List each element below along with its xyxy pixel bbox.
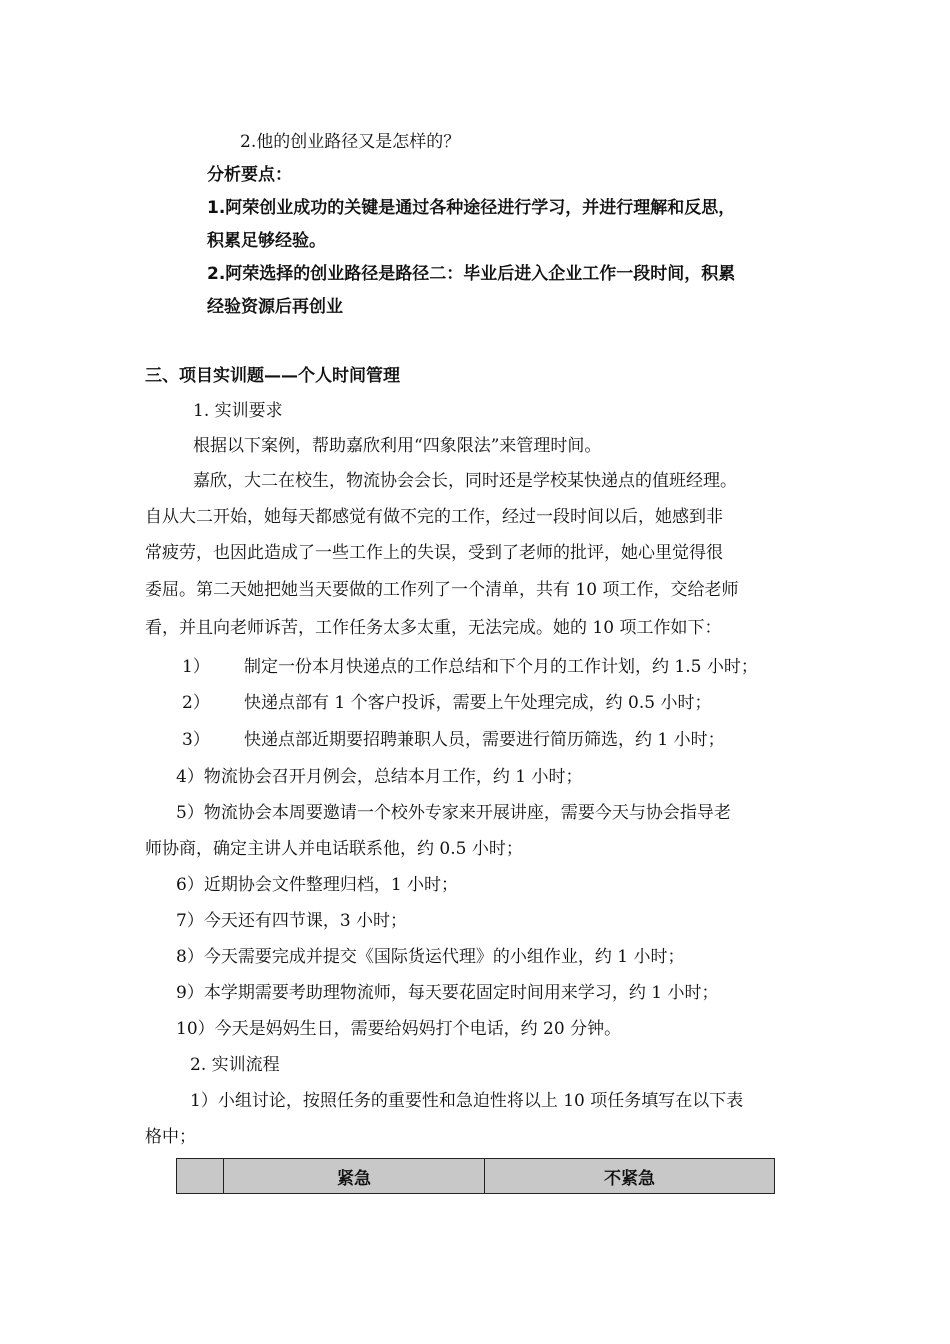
table-header-urgent: 紧急 [224, 1159, 485, 1194]
flow-title: 2. 实训流程 [190, 1055, 280, 1075]
case-line-3: 常疲劳，也因此造成了一些工作上的失误，受到了老师的批评，她心里觉得很 [145, 543, 723, 563]
task-number: 1） [182, 657, 210, 677]
section-heading: 三、项目实训题——个人时间管理 [145, 366, 400, 386]
analysis-title: 分析要点： [207, 165, 292, 185]
task-8: 8）今天需要完成并提交《国际货运代理》的小组作业，约 1 小时； [176, 947, 685, 967]
table-header-not-urgent: 不紧急 [485, 1159, 775, 1194]
requirement-title: 1. 实训要求 [193, 401, 283, 421]
task-9: 9）本学期需要考助理物流师，每天要花固定时间用来学习，约 1 小时； [176, 983, 719, 1003]
flow-step-1-line-2: 格中； [145, 1127, 196, 1147]
task-4: 4）物流协会召开月例会，总结本月工作，约 1 小时； [176, 767, 583, 787]
task-item [182, 655, 758, 679]
task-text: 制定一份本月快递点的工作总结和下个月的工作计划，约 1.5 小时； [244, 657, 758, 677]
task-text: 快递点部有 1 个客户投诉，需要上午处理完成，约 0.5 小时； [244, 693, 712, 713]
task-number: 3） [182, 730, 210, 750]
case-line-4: 委屈。第二天她把她当天要做的工作列了一个清单，共有 10 项工作，交给老师 [145, 580, 739, 600]
table-corner-cell [177, 1159, 224, 1194]
analysis-point-1-line-1: 1.阿荣创业成功的关键是通过各种途径进行学习，并进行理解和反思， [207, 198, 736, 218]
task-5-line-1: 5）物流协会本周要邀请一个校外专家来开展讲座，需要今天与协会指导老 [176, 803, 731, 823]
case-line-5: 看，并且向老师诉苦，工作任务太多太重，无法完成。她的 10 项工作如下： [145, 618, 722, 638]
case-line-2: 自从大二开始，她每天都感觉有做不完的工作，经过一段时间以后，她感到非 [145, 507, 723, 527]
flow-step-1-line-1: 1）小组讨论，按照任务的重要性和急迫性将以上 10 项任务填写在以下表 [190, 1091, 744, 1111]
analysis-point-2-line-1: 2.阿荣选择的创业路径是路径二：毕业后进入企业工作一段时间，积累 [207, 264, 736, 284]
table-header-row [177, 1159, 775, 1194]
case-intro: 根据以下案例，帮助嘉欣利用“四象限法”来管理时间。 [193, 436, 602, 456]
task-number: 2） [182, 693, 210, 713]
quadrant-table [176, 1158, 775, 1194]
case-line-1: 嘉欣，大二在校生，物流协会会长，同时还是学校某快递点的值班经理。 [193, 471, 737, 491]
task-6: 6）近期协会文件整理归档，1 小时； [176, 875, 459, 895]
question-2: 2.他的创业路径又是怎样的？ [240, 132, 461, 152]
task-7: 7）今天还有四节课，3 小时； [176, 911, 408, 931]
task-5-line-2: 师协商，确定主讲人并电话联系他，约 0.5 小时； [145, 839, 523, 859]
analysis-point-2-line-2: 经验资源后再创业 [207, 297, 343, 317]
task-item [182, 691, 711, 715]
task-item [182, 728, 725, 752]
task-10: 10）今天是妈妈生日，需要给妈妈打个电话，约 20 分钟。 [176, 1019, 622, 1039]
analysis-point-1-line-2: 积累足够经验。 [207, 231, 326, 251]
task-text: 快递点部近期要招聘兼职人员，需要进行简历筛选，约 1 小时； [244, 730, 725, 750]
